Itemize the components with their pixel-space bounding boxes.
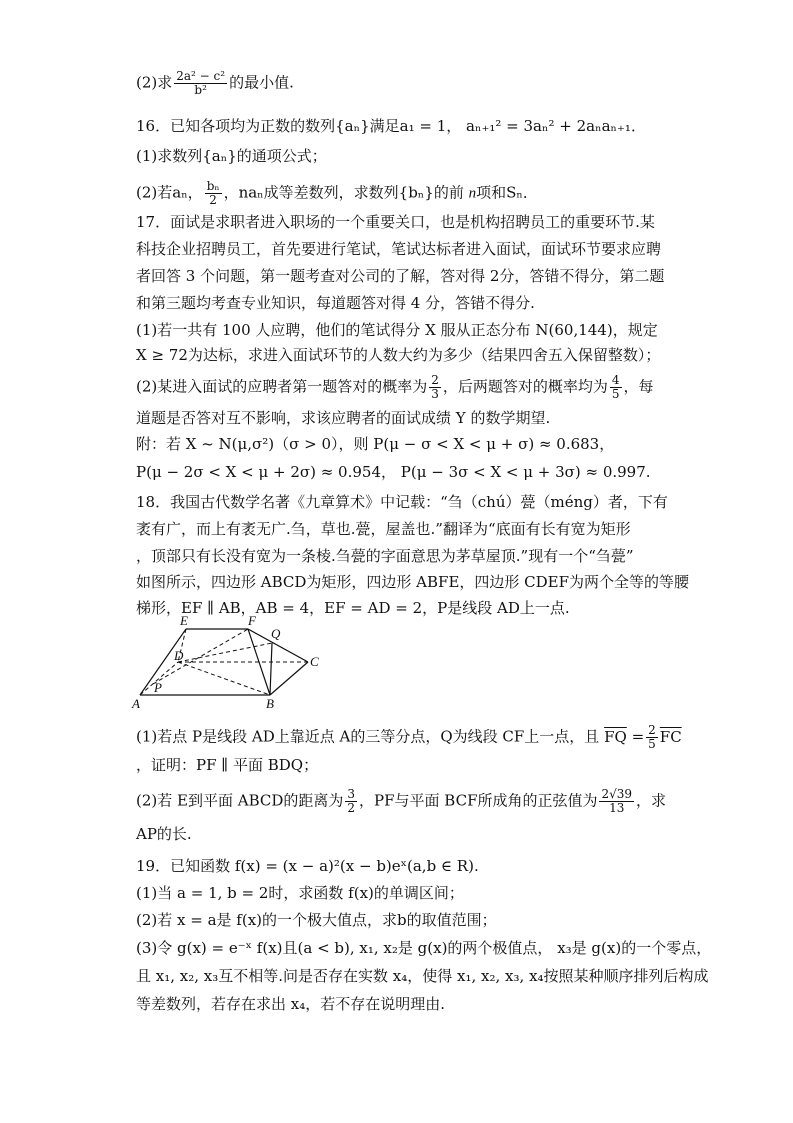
q18-figure-polyhedron xyxy=(130,612,330,712)
q18-line2: 袤有广，而上有袤无广.刍，草也.甍，屋盖也.”翻译为“底面有长有宽为矩形 xyxy=(136,520,631,538)
q18-part2-a: (2)若 E到平面 ABCD的距离为 $\frac{3}{2}$ ，PF与平面 BCF所成角的正弦值为 $\frac{2√39}{13}$ ，求 xyxy=(136,787,667,815)
q19-part2: (2)若 x = a是 f(x)的一个极大值点，求b的取值范围； xyxy=(136,911,497,929)
vector-FC: $\overline{FC}$ xyxy=(659,727,682,746)
q17-annotation-1: 附：若 X ~ N(μ,σ²)（σ > 0），则 P(μ − σ < X < μ + σ) ≈ 0.683， xyxy=(136,435,615,453)
q17-frac-4-5: $\frac{4}{5}$ xyxy=(611,373,620,401)
q18-line5: 梯形，EF ∥ AB，AB = 4，EF = AD = 2，P是线段 AD上一点. xyxy=(136,599,570,617)
q15-part2 xyxy=(136,70,294,97)
q18-frac-2-5: $\frac{2}{5}$ xyxy=(648,723,656,751)
q19-part1: (1)当 a = 1, b = 2时，求函数 f(x)的单调区间； xyxy=(136,884,464,902)
q18-frac-3-2: $\frac{3}{2}$ xyxy=(347,787,356,815)
q17-line3: 者回答 3 个问题，第一题考查对公司的了解，答对得 2分，答错不得分，第二题 xyxy=(136,267,665,285)
q18-part1-b: ，证明：PF ∥ 平面 BDQ； xyxy=(136,756,319,774)
q18-line3: ，顶部只有长没有宽为一条棱.刍甍的字面意思为茅草屋顶.”现有一个“刍甍” xyxy=(136,547,634,565)
q15-part2-prefix: (2)求 xyxy=(136,73,173,92)
q18-line4: 如图所示，四边形 ABCD为矩形，四边形 ABFE，四边形 CDEF为两个全等的等腰 xyxy=(136,573,690,591)
edge-BC xyxy=(270,662,308,695)
q18-part1-a: (1)若点 P是线段 AD上靠近点 A的三等分点，Q为线段 CF上一点，且 $\overline{FQ}$ = $\frac{2}{5}$ $\overline{FC}$ xyxy=(136,723,682,751)
label-E: E xyxy=(180,613,188,628)
label-F: F xyxy=(248,613,256,628)
q17-line4: 和第三题均考查专业知识，每道题答对得 4 分，答错不得分. xyxy=(136,294,535,312)
edge-DB xyxy=(178,662,270,695)
label-B: B xyxy=(266,696,274,711)
q17-line1: 17．面试是求职者进入职场的一个重要关口，也是机构招聘员工的重要环节.某 xyxy=(136,213,655,231)
label-P: P xyxy=(154,680,162,695)
q16-part1: (1)求数列{aₙ}的通项公式； xyxy=(136,147,327,165)
q16-fraction: $\frac{\text{bₙ}}{2}$ xyxy=(206,179,220,207)
q18-part2-b: AP的长. xyxy=(136,825,192,843)
label-A: A xyxy=(132,696,140,711)
q17-frac-2-3: $\frac{2}{3}$ xyxy=(431,373,439,401)
q16-stem: 16．已知各项均为正数的数列{aₙ}满足a₁ = 1， aₙ₊₁² = 3aₙ² + 2aₙaₙ₊₁． xyxy=(136,117,646,135)
edge-QB xyxy=(270,643,272,695)
q17-annotation-2: P(μ − 2σ < X < μ + 2σ) ≈ 0.954， P(μ − 3σ < X < μ + 3σ) ≈ 0.997. xyxy=(136,463,651,481)
q19-part3-b: 且 x₁, x₂, x₃互不相等.问是否存在实数 x₄，使得 x₁, x₂, x₃, x₄按照某种顺序排列后构成 xyxy=(136,967,709,985)
q17-part2-a: (2)某进入面试的应聘者第一题答对的概率为 $\frac{2}{3}$ ，后两题答对的概率均为 $\frac{4}{5}$ ，每 xyxy=(136,373,654,401)
q18-line1: 18．我国古代数学名著《九章算术》中记载：“刍（chú）甍（méng）者，下有 xyxy=(136,493,668,511)
q17-part1-b: X ≥ 72为达标，求进入面试环节的人数大约为多少（结果四舍五入保留整数）； xyxy=(136,346,661,364)
label-C: C xyxy=(310,654,319,669)
q18-frac-sqrt39: $\frac{2√39}{13}$ xyxy=(601,787,633,815)
q16-part2: (2)若aₙ， $\frac{\text{bₙ}}{2}$ ，naₙ成等差数列，求数列{bₙ}的前 n项和Sₙ． xyxy=(136,179,538,207)
q15-fraction: $\frac{\text{2a² − c²}}{\text{b²}}$ xyxy=(176,69,226,97)
q19-part3-a: (3)令 g(x) = e⁻ˣ f(x)且(a < b), x₁, x₂是 g(x)的两个极值点， x₃是 g(x)的一个零点， xyxy=(136,939,712,957)
q19-stem: 19．已知函数 f(x) = (x − a)²(x − b)eˣ(a,b ∈ R). xyxy=(136,857,479,875)
q17-part1-a: (1)若一共有 100 人应聘，他们的笔试得分 X 服从正态分布 N(60,144)，规定 xyxy=(136,321,658,339)
q17-line2: 科技企业招聘员工，首先要进行笔试，笔试达标者进入面试，面试环节要求应聘 xyxy=(136,240,662,258)
vector-FQ: $\overline{FQ}$ xyxy=(604,727,627,746)
label-D: D xyxy=(174,648,184,663)
label-Q: Q xyxy=(271,626,281,641)
q17-part2-b: 道题是否答对互不影响，求该应聘者的面试成绩 Y 的数学期望. xyxy=(136,409,551,427)
q19-part3-c: 等差数列，若存在求出 x₄，若不存在说明理由. xyxy=(136,995,446,1013)
q15-part2-suffix: 的最小值. xyxy=(229,73,294,92)
